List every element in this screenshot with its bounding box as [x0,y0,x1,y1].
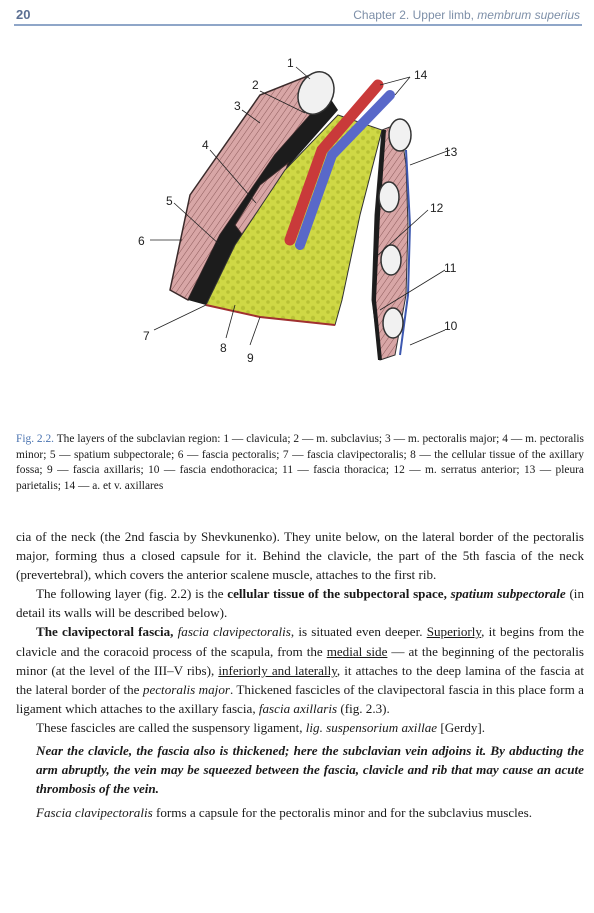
paragraph-3 [16,622,584,717]
label-13: 13 [444,145,458,159]
label-7: 7 [143,329,150,343]
label-5: 5 [166,194,173,208]
p3-i: , it attaches to the deep lamina of the fascia at the lateral border of the [16,662,584,697]
caption-label: Fig. 2.2. [16,433,55,445]
p5-a: Fascia clavipectoralis [36,805,153,821]
page-number: 20 [16,7,31,22]
label-10: 10 [444,319,458,333]
label-6: 6 [138,234,145,248]
p4-a: These fascicles are called the suspensory ligament, [36,719,306,735]
p2-b: cellular tissue of the subpectoral space, [227,586,447,602]
p5-b: forms a capsule for the pectoralis minor and for the subclavius muscles. [152,805,532,821]
label-11: 11 [444,261,457,275]
rib-4 [383,308,403,338]
label-3: 3 [234,99,241,113]
label-8: 8 [220,341,227,355]
paragraph-1: cia of the neck (the 2nd fascia by Shevkunenko). They unite below, on the lateral border of the pectoralis major, forming thus a closed capsule for it. Behind the clavicle, the part of the 5th fascia of the neck (prevertebral), which covers the anterior scalene muscle, attaches to the first rib. [16,529,584,583]
p2-d: (in detail its walls will be described below). [16,586,584,621]
p3-k: . Thickened fascicles of the clavipectoral fascia in this place form a ligament which attaches to the axillary fascia, [16,681,584,716]
paragraph-2 [16,584,584,622]
p3-g: — at the beginning of the pectoralis minor (at the level of the III–V ribs), [16,643,585,678]
running-head [353,8,580,22]
p2-c: spatium subpectorale [446,586,566,602]
page-header [14,0,582,26]
label-1: 1 [287,56,294,70]
p3-c: , is situated even deeper. [290,624,427,640]
p3-l: fascia axillaris [258,700,338,716]
p3-b: fascia clavipectoralis [173,624,291,640]
rib-2 [379,182,399,212]
p3-m: (fig. 2.3). [337,700,390,716]
running-head-latin: membrum superius [477,8,580,22]
p4-b: lig. suspensorium axillae [305,719,438,735]
body-text [16,527,584,822]
paragraph-4 [16,718,584,737]
p3-f: medial side [326,643,388,659]
paragraph-5 [16,803,584,822]
label-2: 2 [252,78,259,92]
figure-caption [16,432,584,494]
clinical-note: Near the clavicle, the fascia also is thickened; here the subclavian vein adjoins it. By abducting the arm abruptly, the vein may be squeezed between the fascia, clavicle and rib that may cause an acute thrombosis of the vein. [36,743,584,797]
running-head-text: Chapter 2. Upper limb, [353,8,478,22]
p3-h: inferiorly and laterally [218,662,337,678]
p3-j: pectoralis major [142,681,230,697]
p4-c: [Gerdy]. [437,719,486,735]
p3-e: , it begins from the clavicle and the coracoid process of the scapula, from the [16,624,585,659]
rib-1 [389,119,411,151]
p3-a: The clavipectoral fascia, [36,624,174,640]
caption-text: The layers of the subclavian region: 1 — clavicula; 2 — m. subclavius; 3 — m. pectoralis major; 4 — m. pectoralis minor; 5 — spatium subpectorale; 6 — fascia pectoralis; 7 — fascia clavipectoralis; 8 — the cellular tissue of the axillary fossa; 9 — fascia axillaris; 10 — fascia endothoracica; 11 — fascia thoracica; 12 — m. serratus anterior; 13 — pleura parietalis; 14 — a. et v. axillares [16,433,584,492]
label-9: 9 [247,351,254,365]
label-4: 4 [202,138,209,152]
label-12: 12 [430,201,444,215]
p3-d: Superiorly [426,624,482,640]
anatomical-figure [110,55,490,375]
p2-a: The following layer (fig. 2.2) is the [36,586,228,602]
label-14: 14 [414,68,428,82]
